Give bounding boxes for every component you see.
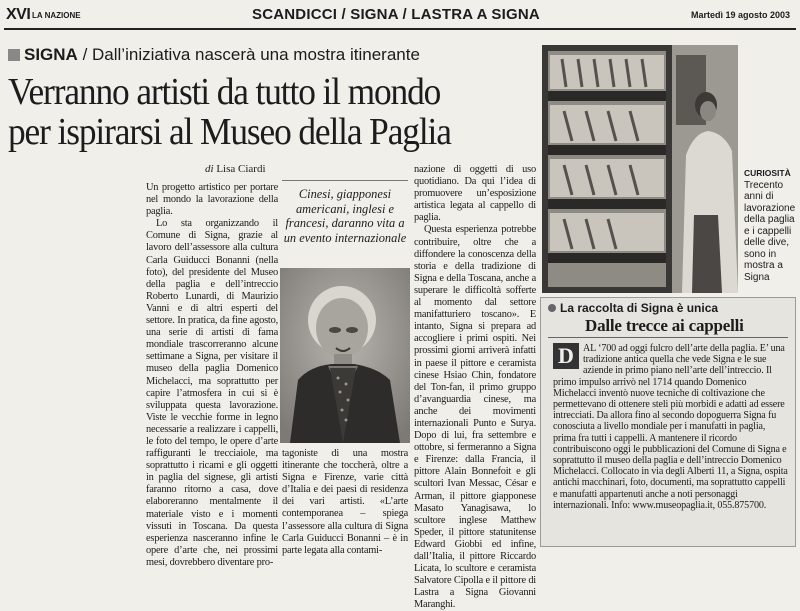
paragraph: Un progetto artistico per portare nel mondo la lavorazione della paglia.	[146, 182, 278, 218]
paragraph: Lo sta organizzando il Comune di Signa, grazie al lavoro dell’assessore alla cultura Carla Guiducci Bonanni (nella foto), del presidente del Museo della paglia e dell’intreccio Roberto Lunardi, di Maurizio Vanni e di altri esperti del settore. In pratica, da fine agosto, una serie di artisti di fama mondiale trascorreranno alcune settimane a Signa, per visitare il museo della paglia Domenico Michelacci, ma soprattutto per capire l’atmosfera in cui si è sviluppata questa lavorazione. Viste le vecchie forme in legno necessarie a realizzare i cappelli, le foto del tempo, le opere d’arte raffiguranti le trecciaiole, ma soprattutto i ricami e gli oggetti in paglia del signese, gli artisti faranno ritorno a casa, dove elaboreranno mentalmente il materiale visto e i momenti vissuti in Toscana. Da questa esperienza nasceranno infine le opere d’arte che, nei prossimi mesi, dovrebbero diventare pro-	[146, 218, 278, 568]
header-rule	[4, 28, 796, 30]
dropcap: D	[553, 343, 579, 369]
caption-text: Trecento anni di lavorazione della paglia e i cappelli delle dive, sono in mostra a Signa	[744, 179, 796, 283]
kicker-square-icon	[8, 49, 20, 61]
article-column-3	[414, 164, 536, 611]
sidebar-body-text: AL ‘700 ad oggi fulcro dell’arte della paglia. E’ una tradizione antica quella che vede Signa e le sue aziende in primo piano nell’arte dell’intreccio. Il primo impulso arrivò nel 1714 quando Domenico Michelacci inventò nuove tecniche di coltivazione che permettevano di ottenere steli più morbidi e adatti ad essere intrecciati. Da allora fino al secondo dopoguerra Signa fu conosciuta a livello mondiale per i manufatti in paglia, prima fra tutti i cappelli. A mantenere il ricordo contribuiscono oggi le pubblicazioni del Comune di Signa e soprattutto il museo della paglia e dell’intreccio Domenico Michelacci. Collocato in via degli Alberti 11, a Signa, ospita antichi macchinari, foto, documenti, ma soprattutto cappelli e manufatti appartenuti anche a noti personaggi internazionali. Info: www.museopaglia.it, 055.875700.	[553, 343, 788, 511]
kicker-text: / Dall’iniziativa nascerà una mostra itinerante	[82, 45, 420, 64]
issue-date: Martedì 19 agosto 2003	[690, 10, 790, 20]
paragraph: Questa esperienza potrebbe contribuire, oltre che a diffondere la conoscenza della storia e della tradizione di Signa e della Toscana, anche a superare le difficoltà sofferte al momento dal settore manifatturiero toscano». E intanto, Signa si prepara ad accogliere i primi ospiti. Nei prossimi giorni arriverà infatti in paese il pittore e ceramista cinese Hsiao Chin, fondatore del Ton-fan, il primo gruppo d’avanguardia cinese, ma anche dei movimenti internazionali Punto e Surya. Dopo di lui, fra settembre e ottobre, si fermeranno a Signa e Firenze: dalla Francia, il pittore Alain Bonnefoit e gli scultori Ivan Messac, César e Arman, il pittore giapponese Masato Yanagisawa, lo scultore inglese Matthew Speder, il pittore statunitense Edward Giobbi ed infine, dall’Italia, il pittore Riccardo Licata, lo scultore e ceramista Salvatore Cipolla e il pittore di Lastra a Signa Giovanni Maranghi.	[414, 224, 536, 611]
paragraph: tagoniste di una mostra itinerante che toccherà, oltre a Signa e Firenze, varie città d’Italia e dei paesi di residenza dei vari artisti. «L’arte contemporanea – spiega l’assessore alla cultura di Signa Carla Guiducci Bonanni – è in parte legata alla contami-	[282, 448, 408, 556]
page-number: XVI	[6, 6, 31, 23]
headline-line-1: Verranno artisti da tutto il mondo	[8, 71, 441, 113]
museum-photo	[542, 45, 738, 293]
sidebar-rule	[548, 337, 788, 338]
sidebar-kicker	[548, 301, 718, 315]
pull-quote: Cinesi, giapponesi americani, inglesi e francesi, daranno vita a un evento internazionale	[282, 180, 408, 245]
sidebar-kicker-text: La raccolta di Signa è unica	[560, 301, 719, 315]
article-column-2	[282, 448, 408, 556]
byline-author: Lisa Ciardi	[216, 163, 266, 175]
kicker-place: SIGNA	[24, 45, 78, 64]
byline-prefix: di	[205, 163, 214, 175]
section-title: SCANDICCI / SIGNA / LASTRA A SIGNA	[252, 6, 540, 23]
bullet-icon	[548, 304, 556, 312]
headline	[8, 72, 496, 152]
article-kicker	[8, 45, 420, 65]
museum-display-image	[542, 45, 738, 293]
photo-caption	[744, 168, 800, 283]
paragraph: nazione di oggetti di uso quotidiano. Da qui l’idea di promuovere un’esposizione artistica legata al cappello di paglia.	[414, 164, 536, 224]
portrait-photo	[280, 268, 410, 443]
portrait-image	[280, 268, 410, 443]
headline-line-2: per ispirarsi al Museo della Paglia	[8, 111, 451, 153]
article-column-1	[146, 182, 278, 568]
publication-name: LA NAZIONE	[32, 11, 81, 20]
sidebar-body	[553, 343, 788, 543]
caption-title: CURIOSITÀ	[744, 168, 791, 178]
sidebar-title: Dalle trecce ai cappelli	[585, 316, 744, 335]
byline	[205, 163, 266, 175]
